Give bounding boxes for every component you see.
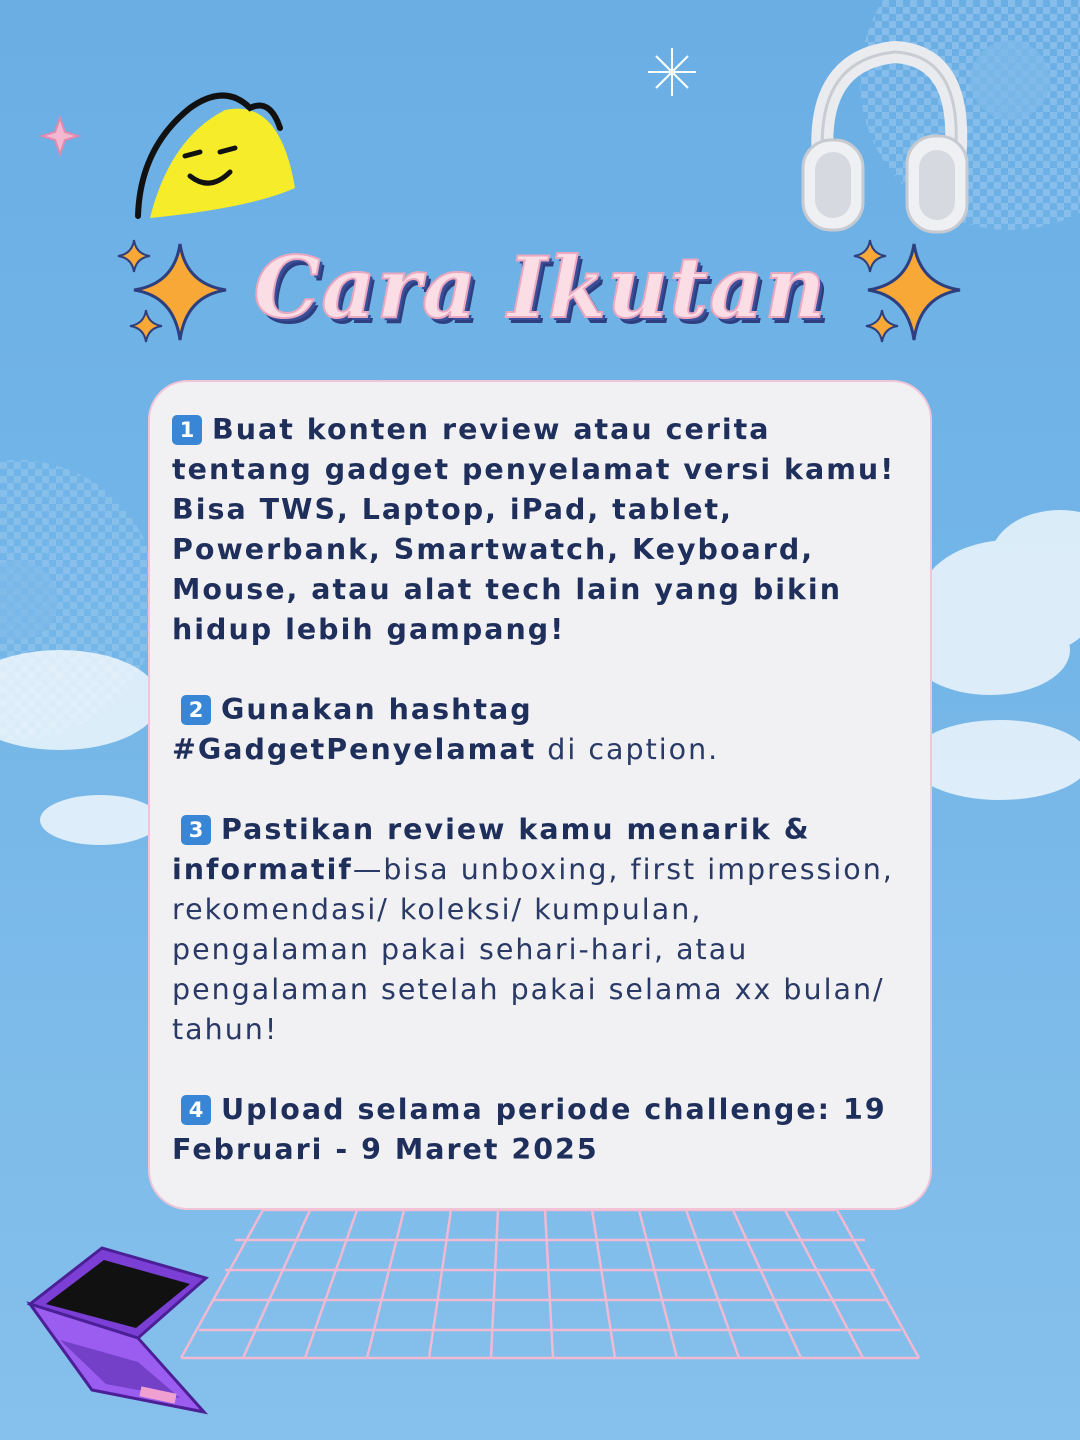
step-1 xyxy=(172,410,900,650)
step-2-text: di caption. xyxy=(536,733,720,766)
number-4-icon: 4 xyxy=(181,1095,211,1125)
number-1-icon: 1 xyxy=(172,415,202,445)
step-4-bold-text: Upload selama periode challenge: 19 Februari - 9 Maret 2025 xyxy=(172,1093,887,1166)
step-2-bold-text: Gunakan hashtag #GadgetPenyelamat xyxy=(172,693,537,766)
step-1-bold-text: Buat konten review atau cerita tentang gadget penyelamat versi kamu! Bisa TWS, Laptop, iPad, tablet, Powerbank, Smartwatch, Keyboard, Mouse, atau alat tech lain yang bikin hidup lebih gampang! xyxy=(172,413,896,646)
number-3-icon: 3 xyxy=(181,815,211,845)
headphones-icon xyxy=(795,40,975,240)
page-title: Cara Ikutan xyxy=(253,238,827,337)
mascot-icon xyxy=(130,88,310,228)
step-4 xyxy=(172,1090,900,1170)
number-2-icon: 2 xyxy=(181,695,211,725)
laptop-icon xyxy=(20,1240,220,1425)
perspective-grid xyxy=(175,1200,925,1365)
step-3 xyxy=(172,810,900,1050)
step-3-bold-text: Pastikan review kamu menarik & informatif xyxy=(172,813,811,886)
instructions-card xyxy=(148,380,932,1210)
step-3-text: —bisa unboxing, first impression, rekomendasi/ koleksi/ kumpulan, pengalaman pakai sehari-hari, atau pengalaman setelah pakai selama xx bulan/ tahun! xyxy=(172,853,894,1046)
step-2 xyxy=(172,690,900,770)
